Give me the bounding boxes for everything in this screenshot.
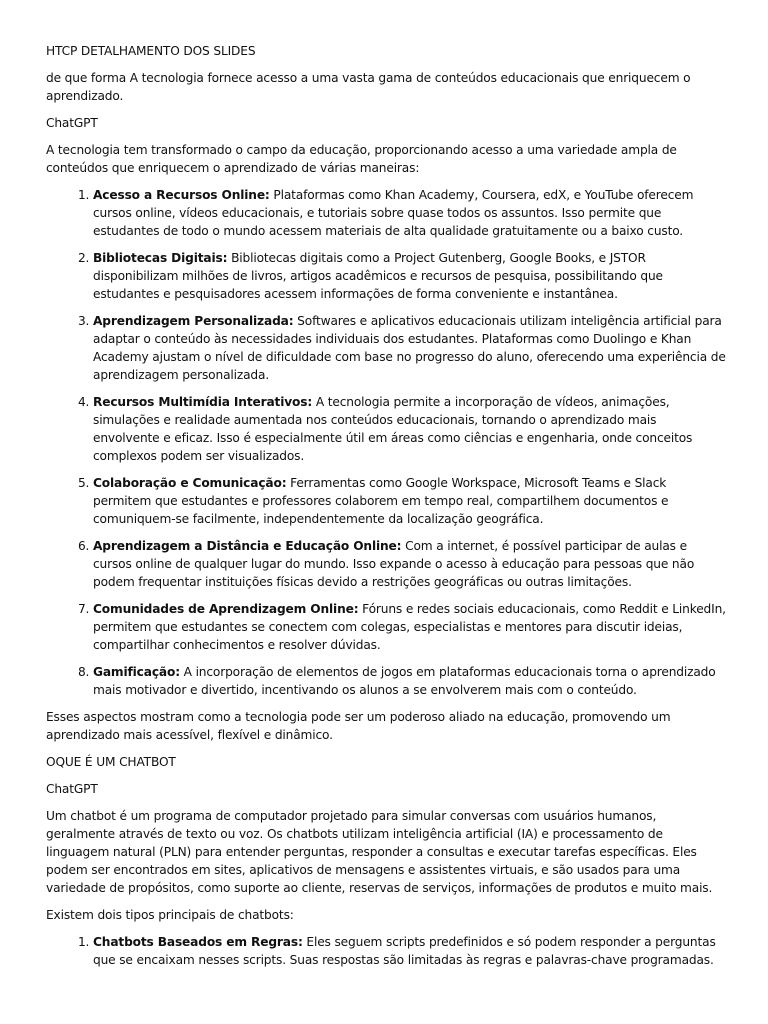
list-item-term: Chatbots Baseados em Regras:	[93, 935, 303, 949]
list-item-term: Gamificação:	[93, 665, 180, 679]
list-item	[93, 663, 726, 699]
list-item-text: Fóruns e redes sociais educacionais, como Reddit e LinkedIn, permitem que estudantes se conectem com colegas, especialistas e mentores para discutir ideias, compartilhar conhecimentos e resolver dúvidas.	[93, 602, 726, 652]
list-item	[93, 312, 726, 384]
list-item-text: Bibliotecas digitais como a Project Gutenberg, Google Books, e JSTOR disponibilizam milhões de livros, artigos acadêmicos e recursos de pesquisa, possibilitando que estudantes e pesquisadores acessem informações de forma conveniente e instantânea.	[93, 251, 663, 301]
list-item	[93, 600, 726, 654]
list-item	[93, 474, 726, 528]
list-item-text: Plataformas como Khan Academy, Coursera, edX, e YouTube oferecem cursos online, vídeos educacionais, e tutoriais sobre quase todos os assuntos. Isso permite que estudantes de todo o mundo acessem materiais de alta qualidade gratuitamente ou a baixo custo.	[93, 188, 694, 238]
conclusion-paragraph: Esses aspectos mostram como a tecnologia pode ser um poderoso aliado na educação, promovendo um aprendizado mais acessível, flexível e dinâmico.	[46, 710, 671, 742]
list-item	[93, 249, 726, 303]
chatgpt-label: ChatGPT	[46, 116, 98, 130]
list-item	[93, 537, 726, 591]
chatbot-types-list	[46, 933, 726, 969]
chatbot-definition-paragraph: Um chatbot é um programa de computador projetado para simular conversas com usuários humanos, geralmente através de texto ou voz. Os chatbots utilizam inteligência artificial (IA) e processamento de linguagem natural (PLN) para entender perguntas, responder a consultas e executar tarefas específicas. Eles podem ser encontrados em sites, aplicativos de mensagens e assistentes virtuais, e são usados para uma variedade de propósitos, como suporte ao cliente, reservas de serviços, informações de produtos e muito mais.	[46, 809, 713, 895]
intro-paragraph: A tecnologia tem transformado o campo da educação, proporcionando acesso a uma variedade ampla de conteúdos que enriquecem o aprendizado de várias maneiras:	[46, 143, 677, 175]
list-item-text: Softwares e aplicativos educacionais utilizam inteligência artificial para adaptar o conteúdo às necessidades individuais dos estudantes. Plataformas como Duolingo e Khan Academy ajustam o nível de dificuldade com base no progresso do aluno, oferecendo uma experiência de aprendizagem personalizada.	[93, 314, 726, 382]
heading-slides: HTCP DETALHAMENTO DOS SLIDES	[46, 44, 256, 58]
list-item-text: Ferramentas como Google Workspace, Microsoft Teams e Slack permitem que estudantes e professores colaborem em tempo real, compartilhem documentos e comuniquem-se facilmente, independentemente da localização geográfica.	[93, 476, 669, 526]
list-item-term: Bibliotecas Digitais:	[93, 251, 228, 265]
chatbot-types-intro: Existem dois tipos principais de chatbots:	[46, 908, 294, 922]
heading-chatbot: OQUE É UM CHATBOT	[46, 755, 176, 769]
question-paragraph: de que forma A tecnologia fornece acesso a uma vasta gama de conteúdos educacionais que enriquecem o aprendizado.	[46, 71, 691, 103]
list-item-term: Aprendizagem Personalizada:	[93, 314, 294, 328]
list-item	[93, 393, 726, 465]
list-item	[93, 186, 726, 240]
document-page	[46, 42, 726, 978]
list-item	[93, 933, 726, 969]
list-item-term: Aprendizagem a Distância e Educação Online:	[93, 539, 402, 553]
list-item-term: Acesso a Recursos Online:	[93, 188, 270, 202]
chatgpt-label: ChatGPT	[46, 782, 98, 796]
list-item-text: Eles seguem scripts predefinidos e só podem responder a perguntas que se encaixam nesses scripts. Suas respostas são limitadas às regras e palavras-chave programadas.	[93, 935, 716, 967]
list-item-term: Colaboração e Comunicação:	[93, 476, 287, 490]
list-item-text: A incorporação de elementos de jogos em plataformas educacionais torna o aprendizado mais motivador e divertido, incentivando os alunos a se envolverem mais com o conteúdo.	[93, 665, 716, 697]
list-item-term: Comunidades de Aprendizagem Online:	[93, 602, 359, 616]
list-item-text: Com a internet, é possível participar de aulas e cursos online de qualquer lugar do mundo. Isso expande o acesso à educação para pessoas que não podem frequentar instituições físicas devido a restrições geográficas ou outras limitações.	[93, 539, 695, 589]
list-item-text: A tecnologia permite a incorporação de vídeos, animações, simulações e realidade aumentada nos conteúdos educacionais, tornando o aprendizado mais envolvente e eficaz. Isso é especialmente útil em áreas como ciências e engenharia, onde conceitos complexos podem ser visualizados.	[93, 395, 693, 463]
list-item-term: Recursos Multimídia Interativos:	[93, 395, 313, 409]
education-benefits-list	[46, 186, 726, 699]
